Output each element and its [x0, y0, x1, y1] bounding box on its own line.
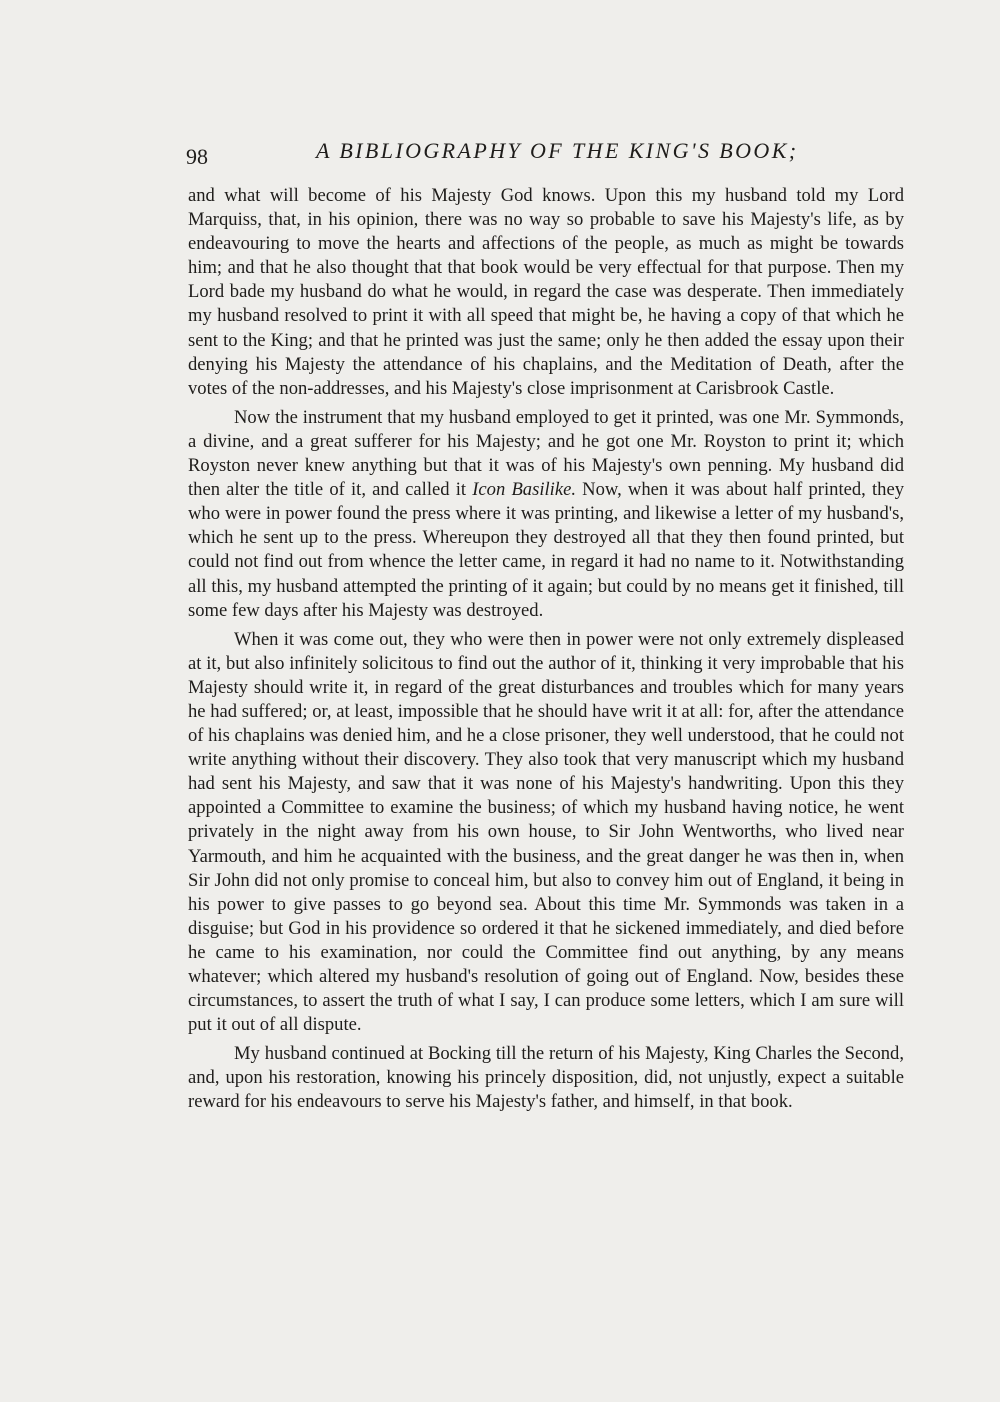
running-title: A BIBLIOGRAPHY OF THE KING'S BOOK;: [316, 138, 799, 163]
paragraph-instrument: [188, 406, 904, 623]
paragraph-bocking: My husband continued at Bocking till the return of his Majesty, King Charles the Second, and, upon his restoration, knowing his princely disposition, did, not unjustly, expect a suitable reward for his endeavours to serve his Majesty's father, and himself, in that book.: [188, 1043, 904, 1113]
paragraph-when-it-was-come-out: When it was come out, they who were then in power were not only extremely displeased at it, but also infinitely solicitous to find out the author of it, thinking it very improbable that his Majesty should write it, in regard of the great disturbances and troubles which for many years he had suffered; or, at least, impossible that he should have writ it at all: for, after the attendance of his chaplains was denied him, and he a close prisoner, they well understood, that he could not write anything without their discovery. They also took that very manuscript which my husband had sent his Majesty, and saw that it was none of his Majesty's handwriting. Upon this they appointed a Committee to examine the business; of which my husband having notice, he went privately in the night away from his own house, to Sir John Wentworths, who lived near Yarmouth, and him he acquainted with the business, and the great danger he was then in, when Sir John did not only promise to conceal him, but also to convey him out of England, it being in his power to give passes to go beyond sea. About this time Mr. Symmonds was taken in a disguise; but God in his providence so ordered it that he sickened immediately, and died before he came to his examination, nor could the Committee find out anything, by any means whatever; which altered my husband's resolution of going out of England. Now, besides these circumstances, to assert the truth of what I say, I can produce some letters, which I am sure will put it out of all dispute.: [188, 628, 904, 1036]
page-header: [186, 132, 900, 172]
paragraph-instrument-text-after: Now, when it was about half printed, they who were in power found the press where it was printing, and likewise a letter of my husband's, which he sent up to the press. Whereupon they destroyed all that they then found printed, but could not find out from whence the letter came, in regard it had no name to it. Notwithstanding all this, my husband attempted the printing of it again; but could by no means get it finished, till some few days after his Majesty was destroyed.: [188, 479, 904, 621]
paragraph-continuation: and what will become of his Majesty God knows. Upon this my husband told my Lord Marquiss, that, in his opinion, there was no way so probable to save his Majesty's life, as by endeavouring to move the hearts and affections of the people, as much as might be towards him; and that he also thought that that book would be very effectual for that purpose. Then my Lord bade my husband do what he would, in regard the case was desperate. Then immediately my husband resolved to print it with all speed that might be, he having a copy of that which he sent to the King; and that he printed was just the same; only he then added the essay upon their denying his Majesty the attendance of his chaplains, and the Meditation of Death, after the votes of the non-addresses, and his Majesty's close imprisonment at Carisbrook Castle.: [188, 185, 904, 399]
page-number: 98: [186, 144, 208, 169]
book-title-italic: Icon Basilike.: [472, 479, 576, 501]
paragraph-instrument-text-before: Now the instrument that my husband employed to get it printed, was one Mr. Symmonds, a divine, and a great sufferer for his Majesty; and he got one Mr. Royston to print it; which Royston never knew anything but that it was of his Majesty's own penning. My husband did then alter the title of it, and called it: [188, 406, 904, 501]
body-text: [188, 184, 904, 1115]
